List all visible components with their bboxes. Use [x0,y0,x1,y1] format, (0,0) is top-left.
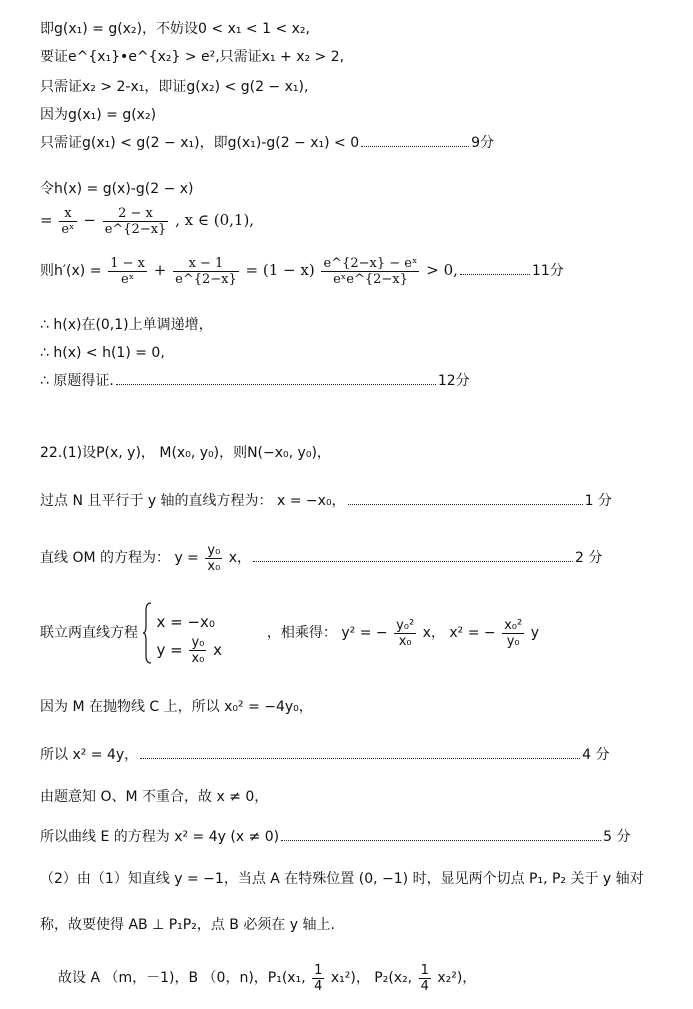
plus-sign: + [153,261,167,279]
system-equations [142,609,222,666]
line-2: 要证e^{x₁}•e^{x₂} > e²,只需证x₁ + x₂ > 2, [40,49,345,65]
denominator: eˣ [61,221,75,237]
product-text: ，相乘得： y² = − [266,625,388,641]
system-line [40,598,653,668]
numerator: y₀ [191,634,205,650]
denominator: y₀ [506,633,520,649]
fraction-x0sq-over-y0 [502,618,524,649]
denominator: eˣ [121,271,135,287]
score-1: 1 分 [584,493,612,509]
assume-points-text: 故设 A （m，－1)，B （0，n)，P₁(x₁, [58,970,306,986]
result-1-suffix: x， x² = − [422,625,496,641]
line-8 [40,248,653,292]
denominator: x₀ [398,633,412,649]
dot-leader [460,262,530,275]
score-11: 11分 [531,263,564,279]
line-11-text: ∴ 原题得证. [40,373,114,389]
fraction-xm1-over-e2mx [173,256,239,287]
denominator: x₀ [191,650,205,666]
fraction-y0-over-x0 [205,543,222,574]
score-4: 4 分 [582,747,610,763]
line-5 [40,132,653,156]
line-om [40,536,653,580]
numerator: y₀ [207,542,221,558]
numerator: 1 [420,962,429,978]
numerator: e^{2−x} − eˣ [323,255,418,271]
numerator: x [59,206,76,222]
nonzero-line: 由题意知 O、M 不重合，故 x ≠ 0， [40,789,269,805]
part-2-line-3 [58,956,653,1000]
factor-text: = (1 − x) [245,261,315,279]
line-9: ∴ h(x)在(0,1)上单调递增， [40,317,213,333]
numerator: 1 − x [110,255,145,271]
fraction-x-over-ex [59,206,76,237]
score-9: 9分 [471,135,495,151]
left-brace-icon [142,602,152,664]
line-6: 令h(x) = g(x)-g(2 − x) [40,181,194,197]
part-2-line-2: 称，故要使得 AB ⊥ P₁P₂，点 B 必须在 y 轴上. [40,917,335,933]
line-11 [40,370,653,394]
denominator: e^{2−x} [104,221,167,237]
denominator: e^{2−x} [175,271,237,287]
fraction-y0-over-x0 [189,635,206,666]
positive-text: > 0, [426,261,458,279]
part-2-line-1: （2）由（1）知直线 y = −1，当点 A 在特殊位置 (0, −1) 时，显见两个切点 P₁, P₂ 关于 y 轴对 [40,871,644,887]
eq2-suffix: x [213,640,223,659]
denominator: 4 [420,978,429,994]
equation-system [142,602,262,664]
line-7 [40,200,653,240]
line-3: 只需证x₂ > 2-x₁，即证g(x₂) < g(2 − x₁), [40,79,309,95]
fraction-1mx-over-ex [108,256,147,287]
score-12: 12分 [437,373,470,389]
fraction-combined [321,256,419,287]
dot-leader [361,134,469,147]
minus-sign: − [83,211,96,229]
curve-e-text: 所以曲线 E 的方程为 x² = 4y (x ≠ 0) [40,829,280,845]
score-2: 2 分 [575,550,603,566]
eq-sign: = [40,211,53,229]
numerator: x − 1 [173,256,239,272]
line-through-n-text: 过点 N 且平行于 y 轴的直线方程为： x = −x₀， [40,493,346,509]
om-prefix: 直线 OM 的方程为： y = [40,550,199,566]
result-2-suffix: y [530,625,539,641]
fraction-one-quarter-2 [419,963,431,994]
eq2-prefix: y = [156,640,183,659]
line-5-text: 只需证g(x₁) < g(2 − x₁)，即g(x₁)-g(2 − x₁) < 0 [40,135,360,151]
p1-tail: x₁²)， P₂(x₂, [330,970,413,986]
domain-text: , x ∈ (0,1), [175,211,255,229]
system-eq-1: x = −x₀ [156,612,215,631]
denominator: 4 [314,978,323,994]
dot-leader [281,828,601,841]
line-10: ∴ h(x) < h(1) = 0, [40,345,165,361]
derivative-prefix: 则h′(x) = [40,263,102,279]
parabola-line: 因为 M 在抛物线 C 上，所以 x₀² = −4y₀， [40,699,313,715]
fraction-2mx-over-e2mx [103,206,169,237]
so-x2-text: 所以 x² = 4y， [40,747,139,763]
system-prefix: 联立两直线方程 [40,625,138,641]
fraction-y0sq-over-x0 [394,618,416,649]
line-1: 即g(x₁) = g(x₂)，不妨设0 < x₁ < 1 < x₂, [40,21,310,37]
line-4: 因为g(x₁) = g(x₂) [40,107,157,123]
score-5: 5 分 [603,829,631,845]
numerator: 2 − x [103,206,169,222]
denominator: eˣe^{2−x} [333,271,408,287]
denominator: x₀ [207,558,221,574]
fraction-one-quarter [312,963,324,994]
dot-leader [116,372,436,385]
so-x2-line [40,744,653,768]
dot-leader [253,549,573,562]
numerator: 1 [314,962,323,978]
curve-e-line [40,826,653,850]
q22-intro: 22.(1)设P(x, y)， M(x₀, y₀)，则N(−x₀, y₀)， [40,445,331,461]
numerator: x₀² [504,617,523,633]
dot-leader [140,746,580,759]
numerator: y₀² [396,617,415,633]
system-eq-2 [156,635,222,666]
line-through-n [40,490,653,514]
p2-tail: x₂²)， [437,970,477,986]
dot-leader [348,492,583,505]
om-tail: x， [228,550,252,566]
